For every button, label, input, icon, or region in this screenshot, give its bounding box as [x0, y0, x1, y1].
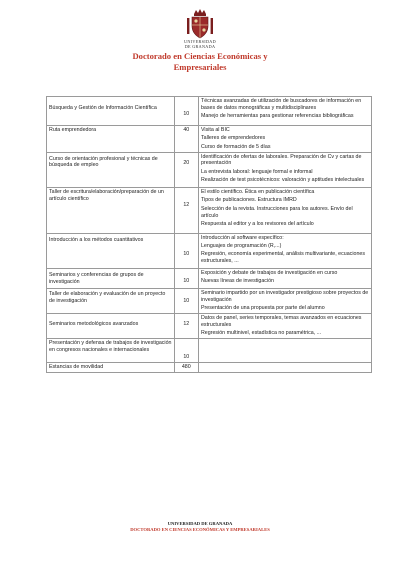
content-item: Presentación de una propuesta por parte del alumno — [200, 305, 325, 312]
activity-name: Curso de orientación profesional y técnicas de búsqueda de empleo — [49, 155, 158, 169]
hours-cell — [174, 363, 198, 373]
activity-hours: 10 — [183, 250, 190, 257]
content-item: Curso de formación de 5 días — [200, 143, 271, 150]
contents-cell — [198, 339, 371, 363]
hours-cell — [174, 97, 198, 126]
footer-university: UNIVERSIDAD DE GRANADA — [167, 521, 233, 526]
activity-hours: 10 — [183, 111, 190, 117]
activity-cell — [47, 233, 175, 268]
contents-cell — [198, 97, 371, 126]
activity-name: Búsqueda y Gestión de Información Científica — [49, 105, 157, 111]
contents-cell — [198, 125, 371, 152]
activity-cell — [47, 187, 175, 233]
activity-hours: 10 — [183, 354, 190, 361]
activity-hours: 10 — [183, 298, 190, 305]
content-item: Identificación de ofertas de laborales. Preparación de Cv y cartas de presentación — [200, 153, 362, 167]
content-item: Regresión multinivel, estadística no paramétrica, ... — [200, 330, 322, 337]
hours-cell — [174, 125, 198, 152]
activity-cell — [47, 289, 175, 314]
table-row — [47, 363, 372, 373]
activity-name: Ruta emprendedora — [49, 126, 97, 133]
content-item: Realización de test psicotécnicos: valoración y aptitudes intelectuales — [200, 177, 365, 184]
program-title-line1: Doctorado en Ciencias Económicas y — [132, 51, 268, 61]
content-item: Regresión, economía experimental, análisis multivariante, ecuaciones estructurales, ... — [200, 251, 365, 265]
content-item: Selección de la revista. Instrucciones para los autores. Envío del artículo — [200, 205, 353, 219]
table-row — [47, 233, 372, 268]
activity-cell — [47, 363, 175, 373]
contents-cell — [198, 314, 371, 339]
table-row — [47, 339, 372, 363]
activity-hours: 10 — [183, 278, 190, 285]
content-item: La entrevista laboral: lenguaje formal e informal — [200, 168, 313, 175]
content-item: Datos de panel, series temporales, temas avanzados en ecuaciones estructurales — [200, 315, 362, 329]
content-item: Manejo de herramientas para gestionar referencias bibliográficas — [200, 113, 354, 120]
activity-cell — [47, 152, 175, 187]
contents-cell — [198, 152, 371, 187]
contents-cell — [198, 289, 371, 314]
activity-name: Presentación y defensa de trabajos de investigación en congresos nacionales e internacionales — [49, 340, 172, 354]
contents-cell — [198, 233, 371, 268]
program-title-line2: Empresariales — [173, 61, 227, 72]
activity-hours: 12 — [183, 321, 190, 328]
activity-hours: 12 — [183, 201, 190, 208]
hours-cell — [174, 289, 198, 314]
table-row — [47, 125, 372, 152]
activity-cell — [47, 339, 175, 363]
hours-cell — [174, 339, 198, 363]
hours-cell — [174, 187, 198, 233]
activity-hours: 20 — [183, 159, 190, 166]
contents-cell — [198, 269, 371, 289]
university-crest-icon — [183, 8, 217, 40]
contents-cell — [198, 187, 371, 233]
activity-name: Taller de elaboración y evaluación de un proyecto de investigación — [49, 291, 166, 305]
activity-name: Estancias de movilidad — [49, 364, 104, 371]
table-row — [47, 187, 372, 233]
program-title — [0, 51, 400, 72]
table-row — [47, 152, 372, 187]
hours-cell — [174, 152, 198, 187]
activity-hours: 480 — [181, 364, 191, 371]
table-row — [47, 289, 372, 314]
university-name-line1: UNIVERSIDAD — [184, 39, 216, 44]
content-item: Respuesta al editor y a los revisores del artículo — [200, 220, 314, 227]
activities-table-body — [47, 97, 372, 373]
activity-name: Introducción a los métodos cuantitativos — [49, 236, 144, 243]
activity-cell — [47, 97, 175, 126]
content-item: Introducción al software específico: — [200, 234, 284, 241]
content-item: Seminario impartido por un investigador prestigioso sobre proyectos de investigación — [200, 290, 369, 304]
content-item: Talleres de emprendedores — [200, 135, 266, 142]
footer-program: DOCTORADO EN CIENCIAS ECONÓMICAS Y EMPRESARIALES — [130, 527, 270, 532]
content-item: Nuevas líneas de investigación — [200, 278, 275, 285]
activity-cell — [47, 314, 175, 339]
hours-cell — [174, 269, 198, 289]
university-name-line2: DE GRANADA — [184, 44, 216, 49]
content-item: Lenguajes de programación (R,...) — [200, 243, 282, 250]
activity-name: Seminarios metodológicos avanzados — [49, 321, 139, 328]
table-row — [47, 97, 372, 126]
table-row — [47, 269, 372, 289]
activity-name: Seminarios y conferencias de grupos de investigación — [49, 272, 144, 285]
content-item: El estilo científico. Ética en publicación científica — [200, 188, 315, 195]
content-item: Visita al BIC — [200, 126, 230, 133]
activities-table — [46, 96, 372, 373]
content-item: Tipos de publicaciones. Estructura IMRD — [200, 197, 297, 204]
activity-cell — [47, 125, 175, 152]
content-item: Técnicas avanzadas de utilización de buscadores de información en bases de datos monográficas y multidisciplinares — [200, 98, 362, 111]
table-row — [47, 314, 372, 339]
content-item: Exposición y debate de trabajos de investigación en curso — [200, 270, 338, 277]
contents-cell — [198, 363, 371, 373]
activity-cell — [47, 269, 175, 289]
hours-cell — [174, 314, 198, 339]
activity-hours: 40 — [183, 126, 190, 133]
activity-name: Taller de escritura/elaboración/preparación de un artículo científico — [49, 188, 164, 202]
hours-cell — [174, 233, 198, 268]
